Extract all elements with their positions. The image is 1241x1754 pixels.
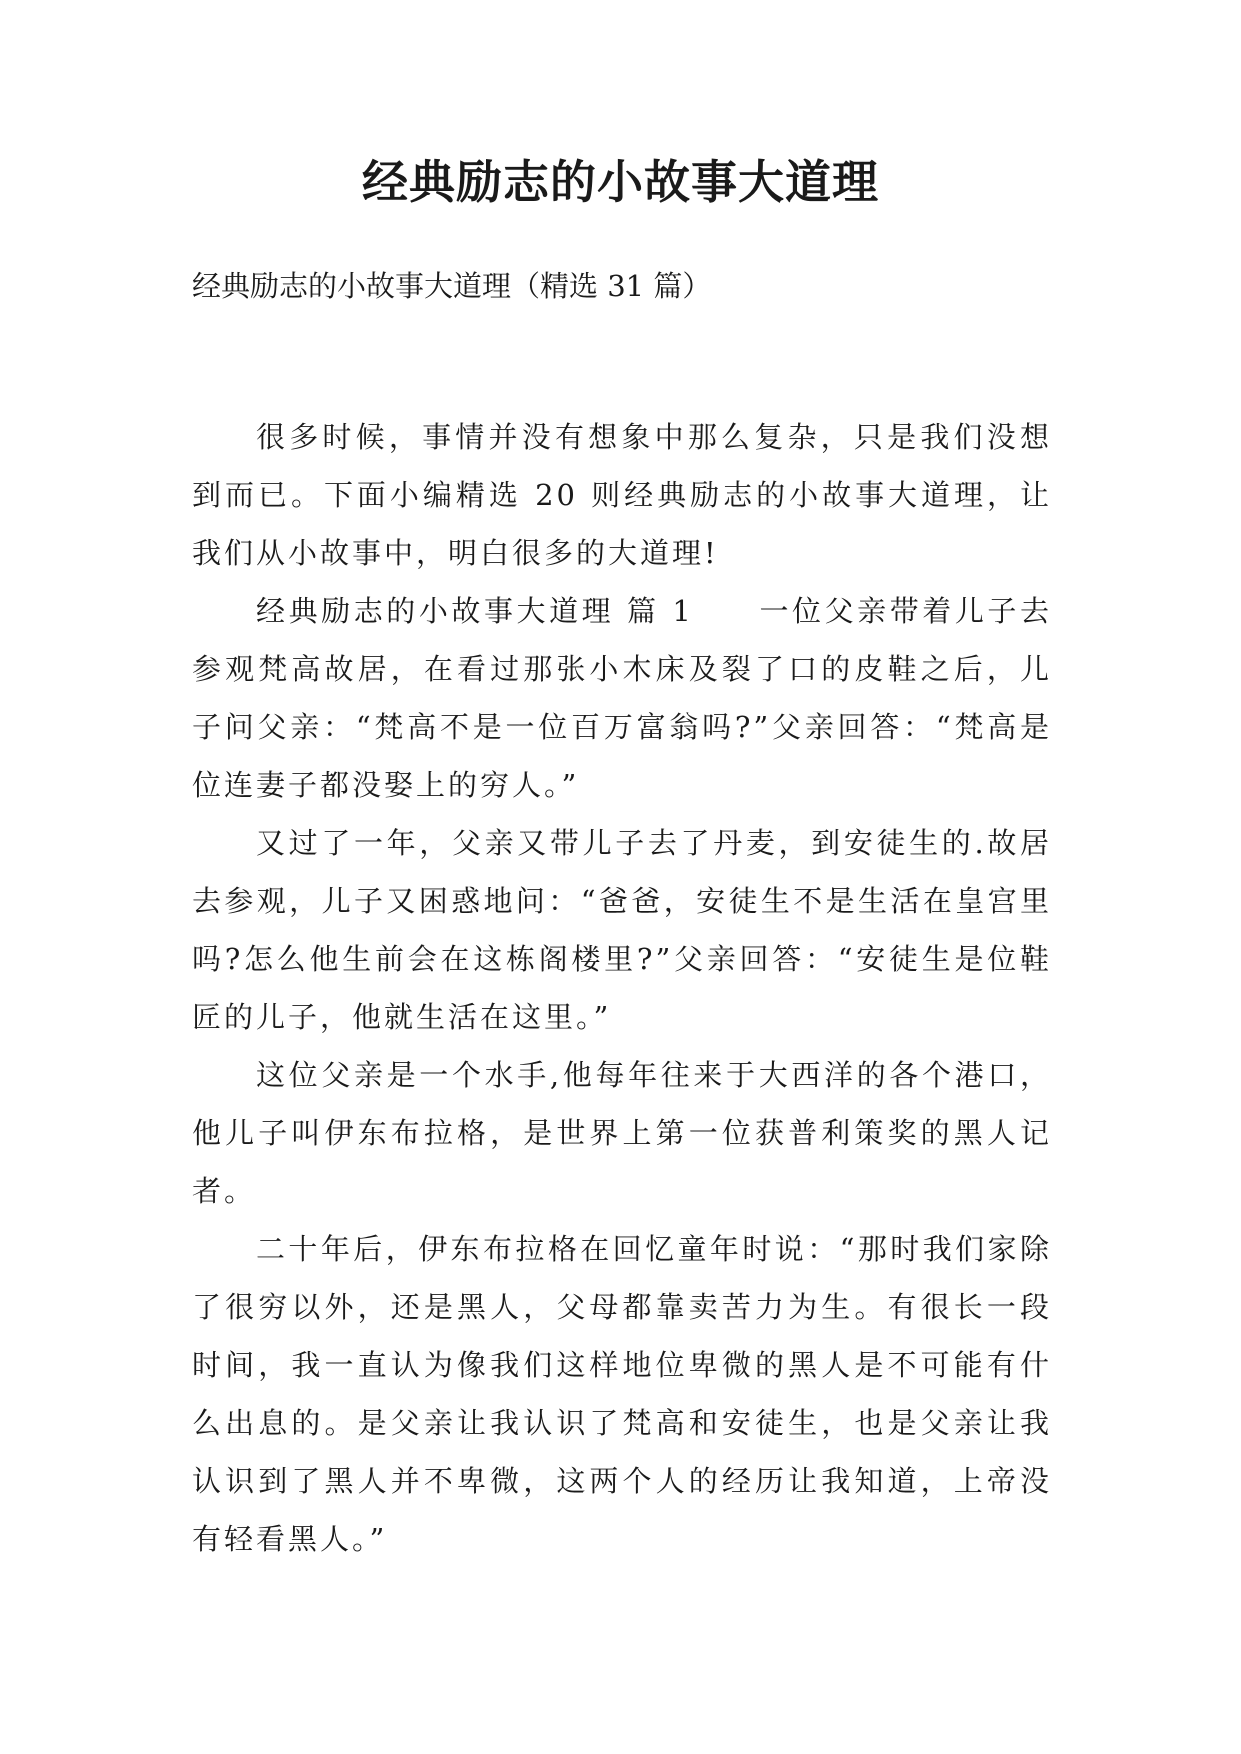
paragraph-father: 这位父亲是一个水手,他每年往来于大西洋的各个港口，他儿子叫伊东布拉格，是世界上第一位获普利策奖的黑人记者。 bbox=[192, 1058, 1052, 1208]
paragraph-twenty-years: 二十年后，伊东布拉格在回忆童年时说：“那时我们家除了很穷以外，还是黑人，父母都靠卖苦力为生。有很长一段时间，我一直认为像我们这样地位卑微的黑人是不可能有什么出息的。是父亲让我认识了梵高和安徒生，也是父亲让我认识到了黑人并不卑微，这两个人的经历让我知道，上帝没有轻看黑人。” bbox=[192, 1232, 1052, 1556]
document-body bbox=[192, 408, 1052, 1568]
paragraph-andersen: 又过了一年，父亲又带儿子去了丹麦，到安徒生的.故居去参观，儿子又困惑地问：“爸爸，安徒生不是生活在皇宫里吗?怎么他生前会在这栋阁楼里?”父亲回答：“安徒生是位鞋匠的儿子，他就生活在这里。” bbox=[192, 826, 1052, 1034]
document-subtitle: 经典励志的小故事大道理（精选 31 篇） bbox=[192, 269, 712, 303]
paragraph-story-1: 经典励志的小故事大道理 篇 1 一位父亲带着儿子去参观梵高故居，在看过那张小木床及裂了口的皮鞋之后，儿子问父亲：“梵高不是一位百万富翁吗?”父亲回答：“梵高是位连妻子都没娶上的穷人。” bbox=[192, 594, 1052, 802]
document-title: 经典励志的小故事大道理 bbox=[362, 155, 879, 209]
paragraph-intro: 很多时候，事情并没有想象中那么复杂，只是我们没想到而已。下面小编精选 20 则经典励志的小故事大道理，让我们从小故事中，明白很多的大道理! bbox=[192, 420, 1052, 570]
